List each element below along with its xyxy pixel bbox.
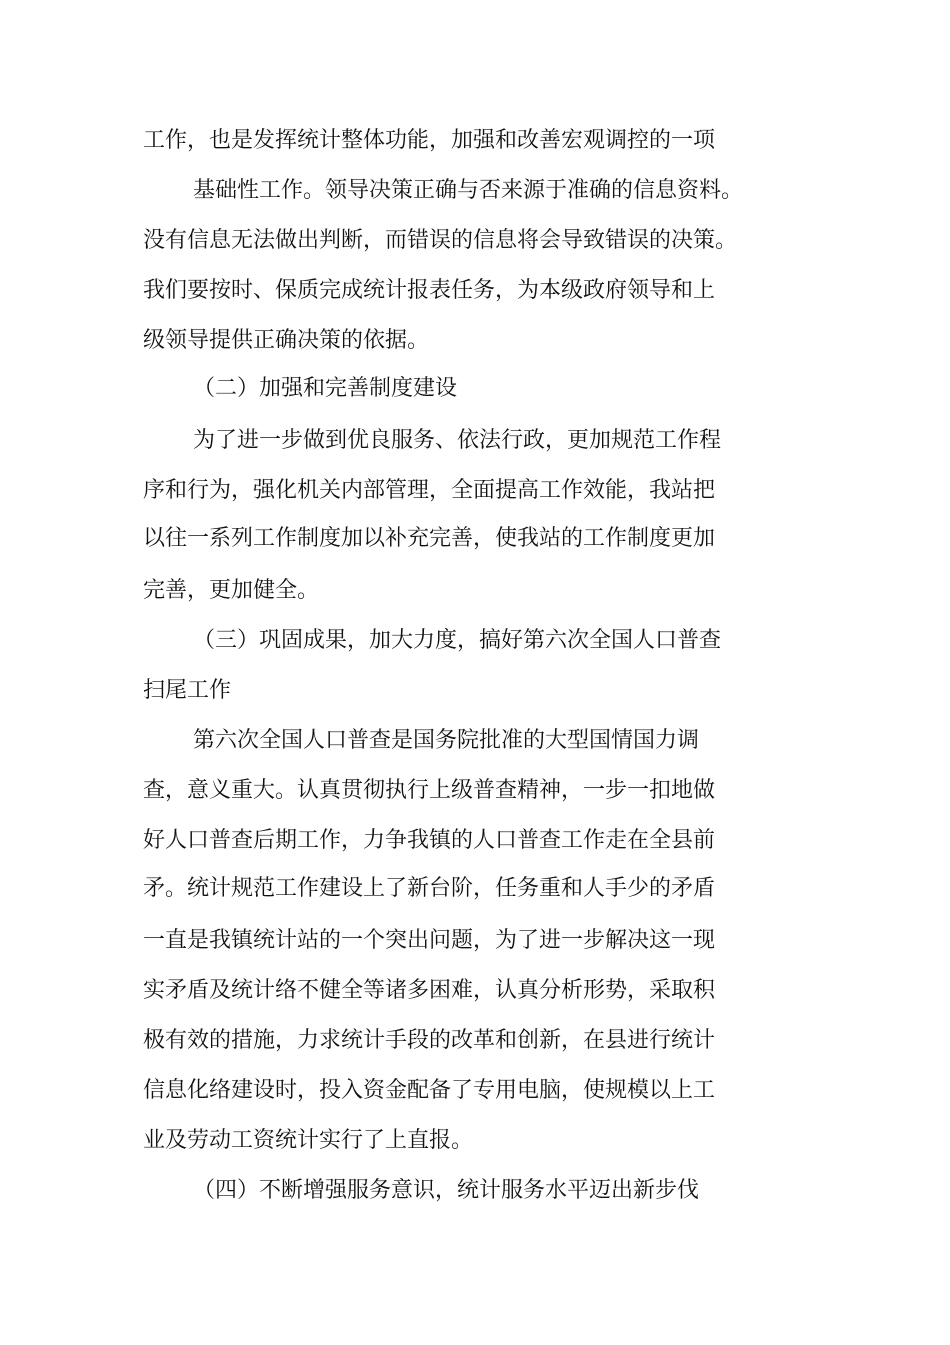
body-text-line: 第六次全国人口普查是国务院批准的大型国情国力调 (193, 728, 700, 753)
body-text-line: 信息化络建设时，投入资金配备了专用电脑，使规模以上工 (143, 1078, 716, 1103)
section-heading: （四）不断增强服务意识，统计服务水平迈出新步伐 (193, 1178, 700, 1203)
body-text-line: 矛。统计规范工作建设上了新台阶，任务重和人手少的矛盾 (143, 876, 716, 901)
body-text-line: 没有信息无法做出判断，而错误的信息将会导致错误的决策。 (143, 228, 738, 253)
body-text-line: 序和行为，强化机关内部管理，全面提高工作效能，我站把 (143, 478, 716, 503)
body-text-line: 以往一系列工作制度加以补充完善，使我站的工作制度更加 (143, 526, 716, 551)
section-heading: （三）巩固成果，加大力度，搞好第六次全国人口普查 (193, 628, 722, 653)
body-text-line: 级领导提供正确决策的依据。 (143, 328, 430, 353)
section-heading-continuation: 扫尾工作 (143, 678, 232, 703)
body-text-line: 完善，更加健全。 (143, 578, 320, 603)
body-text-line: 极有效的措施，力求统计手段的改革和创新，在县进行统计 (143, 1028, 716, 1053)
body-text-line: 工作，也是发挥统计整体功能，加强和改善宏观调控的一项 (143, 128, 716, 153)
body-text-line: 实矛盾及统计络不健全等诸多困难，认真分析形势，采取积 (143, 978, 716, 1003)
body-text-line: 好人口普查后期工作，力争我镇的人口普查工作走在全县前 (143, 828, 716, 853)
body-text-line: 一直是我镇统计站的一个突出问题，为了进一步解决这一现 (143, 928, 716, 953)
body-text-line: 查，意义重大。认真贯彻执行上级普查精神，一步一扣地做 (143, 778, 716, 803)
body-text-line: 业及劳动工资统计实行了上直报。 (143, 1128, 474, 1153)
body-text-line: 基础性工作。领导决策正确与否来源于准确的信息资料。 (193, 178, 744, 203)
body-text-line: 我们要按时、保质完成统计报表任务，为本级政府领导和上 (143, 278, 716, 303)
body-text-line: 为了进一步做到优良服务、依法行政，更加规范工作程 (193, 428, 722, 453)
section-heading: （二）加强和完善制度建设 (193, 376, 458, 401)
